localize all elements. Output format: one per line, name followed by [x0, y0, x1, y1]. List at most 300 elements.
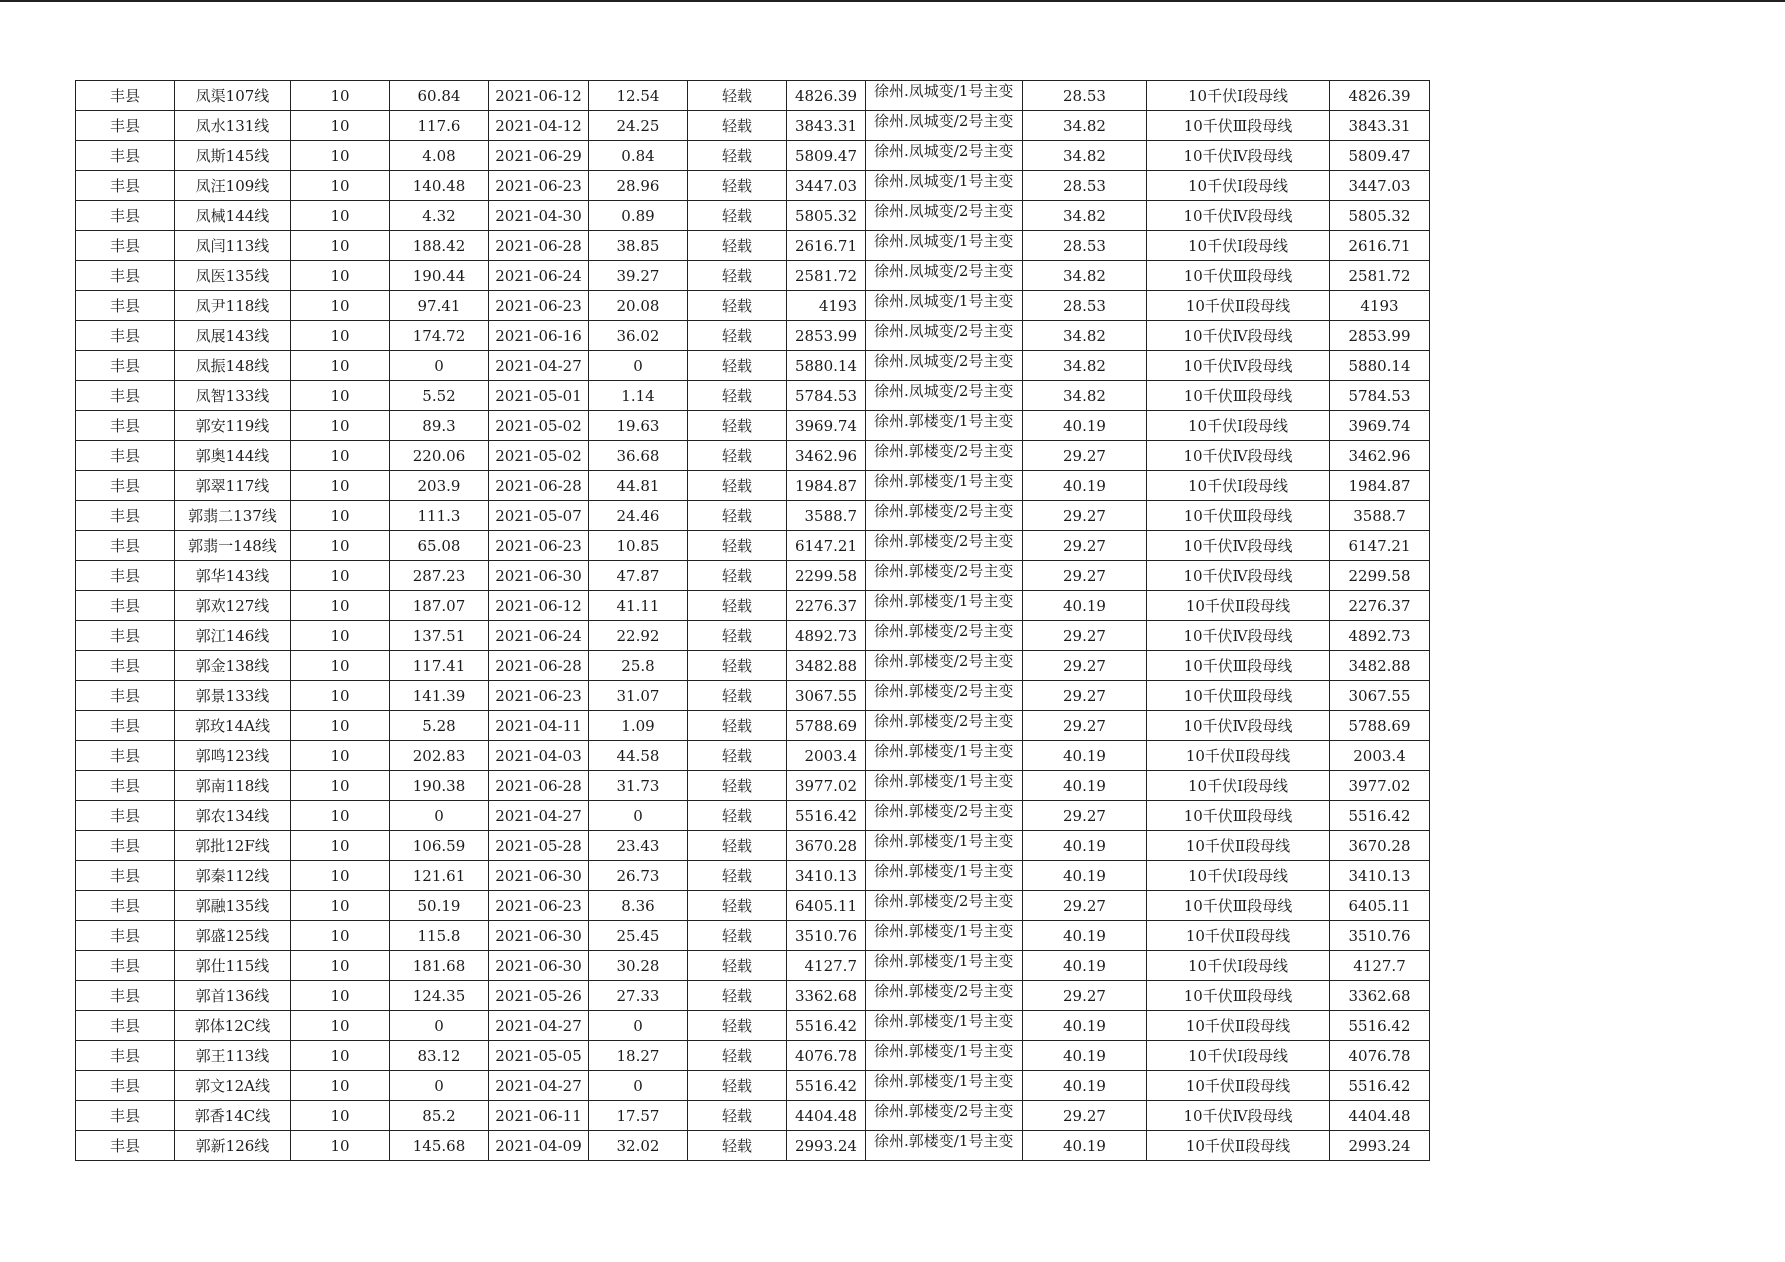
margin-value-cell — [787, 411, 866, 441]
load-rate-cell — [589, 1041, 688, 1071]
transformer-cell-text: 徐州.郭楼变/2号主变 — [874, 563, 1014, 580]
load-status-cell-text: 轻载 — [721, 146, 752, 165]
busbar-cell — [1147, 621, 1330, 651]
transformer-cell-text: 徐州.凤城变/1号主变 — [874, 233, 1014, 250]
load-rate-cell — [589, 171, 688, 201]
capacity-cell — [1330, 81, 1430, 111]
busbar-cell — [1147, 1071, 1330, 1101]
margin-value-cell-text: 5516.42 — [794, 806, 857, 825]
date-cell-text: 2021-04-27 — [495, 1076, 582, 1095]
load-value-cell-text: 5.28 — [422, 716, 456, 735]
capacity-cell — [1330, 231, 1430, 261]
table-row — [76, 801, 1430, 831]
transformer-cell-text: 徐州.郭楼变/1号主变 — [874, 1133, 1014, 1150]
table-row — [76, 1011, 1430, 1041]
load-rate-cell-text: 41.11 — [616, 596, 660, 615]
transformer-cell-text: 徐州.凤城变/2号主变 — [874, 203, 1014, 220]
date-cell-text: 2021-04-12 — [495, 116, 582, 135]
margin-value-cell-text: 2276.37 — [794, 596, 857, 615]
feeder-name-cell — [175, 891, 291, 921]
load-value-cell-text: 89.3 — [422, 416, 456, 435]
load-status-cell-text: 轻载 — [721, 776, 752, 795]
date-cell — [489, 201, 589, 231]
voltage-kv-cell — [291, 411, 390, 441]
voltage-kv-cell — [291, 231, 390, 261]
transformer-rate-cell — [1023, 381, 1147, 411]
transformer-rate-cell-text: 34.82 — [1063, 266, 1106, 285]
feeder-name-cell-text: 郭翡二137线 — [188, 506, 277, 525]
feeder-name-cell — [175, 1011, 291, 1041]
voltage-kv-cell-text: 10 — [330, 836, 350, 855]
voltage-kv-cell-text: 10 — [330, 1136, 350, 1155]
load-value-cell — [390, 471, 489, 501]
load-value-cell — [390, 531, 489, 561]
capacity-cell-text: 5516.42 — [1348, 1016, 1411, 1035]
load-status-cell-text: 轻载 — [721, 386, 752, 405]
margin-value-cell — [787, 831, 866, 861]
transformer-cell — [866, 1101, 1023, 1131]
transformer-cell — [866, 831, 1023, 861]
capacity-cell — [1330, 201, 1430, 231]
capacity-cell — [1330, 1131, 1430, 1161]
voltage-kv-cell-text: 10 — [330, 656, 350, 675]
capacity-cell-text: 3067.55 — [1348, 686, 1411, 705]
load-status-cell-text: 轻载 — [721, 866, 752, 885]
capacity-cell — [1330, 861, 1430, 891]
capacity-cell — [1330, 591, 1430, 621]
voltage-kv-cell — [291, 441, 390, 471]
transformer-rate-cell-text: 29.27 — [1063, 716, 1106, 735]
transformer-rate-cell — [1023, 1131, 1147, 1161]
load-value-cell — [390, 801, 489, 831]
margin-value-cell-text: 2299.58 — [794, 566, 857, 585]
capacity-cell-text: 4892.73 — [1348, 626, 1411, 645]
table-row — [76, 1131, 1430, 1161]
capacity-cell — [1330, 951, 1430, 981]
voltage-kv-cell — [291, 711, 390, 741]
county-cell — [76, 1101, 175, 1131]
transformer-rate-cell-text: 40.19 — [1063, 956, 1106, 975]
margin-value-cell-text: 3843.31 — [794, 116, 857, 135]
load-rate-cell — [589, 1011, 688, 1041]
transformer-cell — [866, 681, 1023, 711]
transformer-rate-cell-text: 40.19 — [1063, 416, 1106, 435]
transformer-cell — [866, 801, 1023, 831]
load-rate-cell-text: 0.89 — [621, 206, 655, 225]
feeder-name-cell — [175, 621, 291, 651]
load-status-cell-text: 轻载 — [721, 506, 752, 525]
date-cell-text: 2021-05-02 — [495, 446, 582, 465]
capacity-cell — [1330, 681, 1430, 711]
load-status-cell-text: 轻载 — [721, 1136, 752, 1155]
margin-value-cell-text: 6405.11 — [794, 896, 857, 915]
county-cell-text: 丰县 — [109, 506, 140, 525]
county-cell — [76, 1011, 175, 1041]
transformer-rate-cell — [1023, 441, 1147, 471]
feeder-name-cell — [175, 1131, 291, 1161]
transformer-cell-text: 徐州.郭楼变/2号主变 — [874, 443, 1014, 460]
date-cell — [489, 111, 589, 141]
voltage-kv-cell — [291, 921, 390, 951]
table-row — [76, 351, 1430, 381]
busbar-cell-text: 10千伏Ⅳ段母线 — [1183, 716, 1293, 735]
transformer-cell — [866, 951, 1023, 981]
load-rate-cell-text: 0 — [633, 356, 643, 375]
load-status-cell-text: 轻载 — [721, 896, 752, 915]
load-status-cell — [688, 801, 787, 831]
load-value-cell — [390, 141, 489, 171]
busbar-cell — [1147, 651, 1330, 681]
load-status-cell-text: 轻载 — [721, 1076, 752, 1095]
voltage-kv-cell-text: 10 — [330, 716, 350, 735]
county-cell-text: 丰县 — [109, 446, 140, 465]
county-cell-text: 丰县 — [109, 866, 140, 885]
table-row — [76, 771, 1430, 801]
busbar-cell — [1147, 711, 1330, 741]
transformer-rate-cell — [1023, 411, 1147, 441]
county-cell — [76, 141, 175, 171]
margin-value-cell — [787, 621, 866, 651]
date-cell-text: 2021-06-11 — [495, 1106, 582, 1125]
transformer-cell — [866, 531, 1023, 561]
transformer-rate-cell — [1023, 141, 1147, 171]
date-cell — [489, 471, 589, 501]
load-value-cell — [390, 561, 489, 591]
margin-value-cell — [787, 771, 866, 801]
voltage-kv-cell-text: 10 — [330, 296, 350, 315]
load-value-cell — [390, 741, 489, 771]
load-value-cell-text: 124.35 — [412, 986, 466, 1005]
load-rate-cell-text: 0 — [633, 806, 643, 825]
load-value-cell — [390, 981, 489, 1011]
transformer-cell-text: 徐州.郭楼变/1号主变 — [874, 833, 1014, 850]
county-cell — [76, 171, 175, 201]
feeder-name-cell-text: 凤械144线 — [195, 206, 270, 225]
load-status-cell — [688, 621, 787, 651]
transformer-cell-text: 徐州.郭楼变/2号主变 — [874, 623, 1014, 640]
load-status-cell — [688, 741, 787, 771]
busbar-cell — [1147, 171, 1330, 201]
feeder-name-cell — [175, 591, 291, 621]
load-status-cell-text: 轻载 — [721, 656, 752, 675]
county-cell-text: 丰县 — [109, 236, 140, 255]
table-row — [76, 231, 1430, 261]
load-rate-cell-text: 8.36 — [621, 896, 655, 915]
transformer-rate-cell-text: 40.19 — [1063, 476, 1106, 495]
feeder-name-cell — [175, 381, 291, 411]
busbar-cell-text: 10千伏Ⅳ段母线 — [1183, 626, 1293, 645]
voltage-kv-cell-text: 10 — [330, 146, 350, 165]
transformer-cell-text: 徐州.郭楼变/1号主变 — [874, 953, 1014, 970]
voltage-kv-cell-text: 10 — [330, 1016, 350, 1035]
table-row — [76, 651, 1430, 681]
margin-value-cell — [787, 1131, 866, 1161]
capacity-cell-text: 5788.69 — [1348, 716, 1411, 735]
load-status-cell — [688, 861, 787, 891]
transformer-rate-cell-text: 29.27 — [1063, 446, 1106, 465]
load-rate-cell — [589, 351, 688, 381]
county-cell-text: 丰县 — [109, 656, 140, 675]
load-value-cell-text: 181.68 — [412, 956, 466, 975]
county-cell-text: 丰县 — [109, 686, 140, 705]
load-value-cell-text: 0 — [434, 806, 444, 825]
feeder-name-cell-text: 凤振148线 — [195, 356, 270, 375]
date-cell-text: 2021-05-07 — [495, 506, 582, 525]
margin-value-cell-text: 3969.74 — [794, 416, 857, 435]
voltage-kv-cell-text: 10 — [330, 986, 350, 1005]
transformer-rate-cell — [1023, 471, 1147, 501]
margin-value-cell-text: 2853.99 — [794, 326, 857, 345]
date-cell-text: 2021-06-12 — [495, 596, 582, 615]
busbar-cell-text: 10千伏Ⅲ段母线 — [1183, 986, 1293, 1005]
feeder-name-cell-text: 郭秦112线 — [195, 866, 270, 885]
transformer-cell — [866, 651, 1023, 681]
feeder-name-cell-text: 凤水131线 — [195, 116, 270, 135]
margin-value-cell — [787, 531, 866, 561]
transformer-cell-text: 徐州.郭楼变/2号主变 — [874, 653, 1014, 670]
load-rate-cell-text: 23.43 — [616, 836, 660, 855]
feeder-name-cell — [175, 561, 291, 591]
voltage-kv-cell — [291, 291, 390, 321]
date-cell-text: 2021-06-23 — [495, 536, 582, 555]
capacity-cell-text: 2003.4 — [1353, 746, 1406, 765]
feeder-name-cell-text: 郭翡一148线 — [188, 536, 277, 555]
voltage-kv-cell-text: 10 — [330, 686, 350, 705]
transformer-cell-text: 徐州.凤城变/2号主变 — [874, 263, 1014, 280]
date-cell-text: 2021-05-28 — [495, 836, 582, 855]
feeder-name-cell-text: 凤智133线 — [195, 386, 270, 405]
margin-value-cell-text: 4826.39 — [794, 86, 857, 105]
date-cell-text: 2021-06-23 — [495, 896, 582, 915]
voltage-kv-cell — [291, 471, 390, 501]
date-cell-text: 2021-06-28 — [495, 776, 582, 795]
table-row — [76, 441, 1430, 471]
busbar-cell-text: 10千伏Ⅰ段母线 — [1187, 956, 1288, 975]
capacity-cell-text: 5784.53 — [1348, 386, 1411, 405]
load-status-cell — [688, 981, 787, 1011]
table-row — [76, 921, 1430, 951]
busbar-cell — [1147, 291, 1330, 321]
table-row — [76, 621, 1430, 651]
busbar-cell-text: 10千伏Ⅲ段母线 — [1183, 116, 1293, 135]
transformer-cell — [866, 411, 1023, 441]
load-rate-cell — [589, 441, 688, 471]
transformer-cell-text: 徐州.凤城变/1号主变 — [874, 83, 1014, 100]
date-cell — [489, 351, 589, 381]
transformer-cell-text: 徐州.凤城变/1号主变 — [874, 293, 1014, 310]
load-rate-cell — [589, 291, 688, 321]
transformer-cell — [866, 501, 1023, 531]
table-row — [76, 471, 1430, 501]
load-status-cell — [688, 351, 787, 381]
load-value-cell-text: 187.07 — [412, 596, 466, 615]
load-value-cell-text: 121.61 — [412, 866, 466, 885]
county-cell-text: 丰县 — [109, 1076, 140, 1095]
voltage-kv-cell-text: 10 — [330, 386, 350, 405]
county-cell — [76, 441, 175, 471]
capacity-cell-text: 3510.76 — [1348, 926, 1411, 945]
capacity-cell-text: 3482.88 — [1348, 656, 1411, 675]
margin-value-cell-text: 5516.42 — [794, 1076, 857, 1095]
load-rate-cell-text: 36.02 — [616, 326, 660, 345]
busbar-cell-text: 10千伏Ⅱ段母线 — [1185, 1016, 1291, 1035]
capacity-cell — [1330, 531, 1430, 561]
load-status-cell — [688, 1071, 787, 1101]
load-value-cell — [390, 1041, 489, 1071]
load-value-cell — [390, 381, 489, 411]
load-value-cell — [390, 861, 489, 891]
county-cell-text: 丰县 — [109, 986, 140, 1005]
load-value-cell-text: 85.2 — [422, 1106, 456, 1125]
transformer-cell — [866, 81, 1023, 111]
date-cell-text: 2021-04-27 — [495, 806, 582, 825]
load-status-cell-text: 轻载 — [721, 536, 752, 555]
transformer-cell-text: 徐州.郭楼变/1号主变 — [874, 773, 1014, 790]
load-rate-cell-text: 31.07 — [616, 686, 660, 705]
feeder-name-cell — [175, 531, 291, 561]
date-cell-text: 2021-06-23 — [495, 686, 582, 705]
load-status-cell — [688, 681, 787, 711]
margin-value-cell — [787, 981, 866, 1011]
date-cell-text: 2021-06-24 — [495, 266, 582, 285]
county-cell-text: 丰县 — [109, 776, 140, 795]
load-value-cell-text: 111.3 — [417, 506, 461, 525]
county-cell — [76, 951, 175, 981]
load-rate-cell-text: 25.45 — [616, 926, 660, 945]
county-cell — [76, 681, 175, 711]
transformer-rate-cell — [1023, 351, 1147, 381]
load-status-cell — [688, 171, 787, 201]
capacity-cell-text: 3969.74 — [1348, 416, 1411, 435]
busbar-cell-text: 10千伏Ⅲ段母线 — [1183, 686, 1293, 705]
date-cell — [489, 171, 589, 201]
margin-value-cell-text: 5805.32 — [794, 206, 857, 225]
transformer-cell-text: 徐州.凤城变/2号主变 — [874, 113, 1014, 130]
capacity-cell-text: 2993.24 — [1348, 1136, 1411, 1155]
county-cell — [76, 711, 175, 741]
county-cell-text: 丰县 — [109, 296, 140, 315]
load-status-cell — [688, 291, 787, 321]
load-rate-cell — [589, 501, 688, 531]
voltage-kv-cell — [291, 261, 390, 291]
transformer-rate-cell-text: 40.19 — [1063, 1076, 1106, 1095]
date-cell-text: 2021-06-30 — [495, 926, 582, 945]
transformer-rate-cell — [1023, 501, 1147, 531]
date-cell-text: 2021-06-23 — [495, 176, 582, 195]
date-cell-text: 2021-05-26 — [495, 986, 582, 1005]
transformer-rate-cell — [1023, 291, 1147, 321]
date-cell — [489, 591, 589, 621]
voltage-kv-cell-text: 10 — [330, 806, 350, 825]
busbar-cell — [1147, 201, 1330, 231]
transformer-cell-text: 徐州.郭楼变/1号主变 — [874, 923, 1014, 940]
voltage-kv-cell — [291, 171, 390, 201]
load-status-cell — [688, 411, 787, 441]
busbar-cell-text: 10千伏Ⅱ段母线 — [1185, 1076, 1291, 1095]
table-row — [76, 261, 1430, 291]
feeder-name-cell — [175, 201, 291, 231]
feeder-name-cell-text: 郭批12F线 — [195, 836, 270, 855]
load-value-cell-text: 83.12 — [417, 1046, 461, 1065]
county-cell-text: 丰县 — [109, 716, 140, 735]
feeder-name-cell — [175, 651, 291, 681]
capacity-cell-text: 5516.42 — [1348, 1076, 1411, 1095]
date-cell-text: 2021-06-30 — [495, 866, 582, 885]
table-row — [76, 681, 1430, 711]
margin-value-cell-text: 5880.14 — [794, 356, 857, 375]
feeder-name-cell-text: 郭盛125线 — [195, 926, 270, 945]
load-status-cell-text: 轻载 — [721, 1016, 752, 1035]
transformer-rate-cell-text: 34.82 — [1063, 116, 1106, 135]
voltage-kv-cell — [291, 321, 390, 351]
feeder-name-cell-text: 郭翠117线 — [195, 476, 270, 495]
load-status-cell — [688, 321, 787, 351]
busbar-cell — [1147, 321, 1330, 351]
load-status-cell — [688, 441, 787, 471]
transformer-cell-text: 徐州.郭楼变/2号主变 — [874, 893, 1014, 910]
voltage-kv-cell-text: 10 — [330, 776, 350, 795]
date-cell — [489, 681, 589, 711]
load-rate-cell — [589, 651, 688, 681]
margin-value-cell — [787, 861, 866, 891]
feeder-name-cell-text: 郭首136线 — [195, 986, 270, 1005]
voltage-kv-cell-text: 10 — [330, 116, 350, 135]
date-cell-text: 2021-06-28 — [495, 236, 582, 255]
transformer-rate-cell — [1023, 591, 1147, 621]
transformer-rate-cell — [1023, 81, 1147, 111]
load-value-cell-text: 287.23 — [412, 566, 466, 585]
transformer-cell — [866, 981, 1023, 1011]
capacity-cell — [1330, 891, 1430, 921]
feeder-name-cell — [175, 231, 291, 261]
voltage-kv-cell — [291, 891, 390, 921]
county-cell-text: 丰县 — [109, 146, 140, 165]
capacity-cell-text: 4826.39 — [1348, 86, 1411, 105]
load-value-cell — [390, 231, 489, 261]
margin-value-cell-text: 3482.88 — [794, 656, 857, 675]
load-value-cell-text: 50.19 — [417, 896, 461, 915]
load-value-cell — [390, 291, 489, 321]
date-cell-text: 2021-06-24 — [495, 626, 582, 645]
load-value-cell-text: 4.08 — [422, 146, 456, 165]
date-cell — [489, 891, 589, 921]
busbar-cell-text: 10千伏Ⅳ段母线 — [1183, 326, 1293, 345]
load-rate-cell — [589, 981, 688, 1011]
transformer-cell — [866, 621, 1023, 651]
feeder-name-cell-text: 凤医135线 — [195, 266, 270, 285]
feeder-name-cell — [175, 771, 291, 801]
transformer-cell — [866, 441, 1023, 471]
load-rate-cell — [589, 891, 688, 921]
transformer-cell — [866, 471, 1023, 501]
busbar-cell — [1147, 111, 1330, 141]
county-cell — [76, 561, 175, 591]
margin-value-cell-text: 4892.73 — [794, 626, 857, 645]
feeder-name-cell — [175, 1071, 291, 1101]
transformer-rate-cell-text: 34.82 — [1063, 146, 1106, 165]
load-rate-cell-text: 24.25 — [616, 116, 660, 135]
load-value-cell — [390, 771, 489, 801]
margin-value-cell — [787, 711, 866, 741]
transformer-cell-text: 徐州.郭楼变/2号主变 — [874, 1103, 1014, 1120]
load-value-cell-text: 5.52 — [422, 386, 456, 405]
transformer-rate-cell — [1023, 771, 1147, 801]
feeder-name-cell-text: 郭金138线 — [195, 656, 270, 675]
load-rate-cell — [589, 1131, 688, 1161]
feeder-name-cell — [175, 981, 291, 1011]
margin-value-cell — [787, 471, 866, 501]
load-value-cell-text: 0 — [434, 356, 444, 375]
